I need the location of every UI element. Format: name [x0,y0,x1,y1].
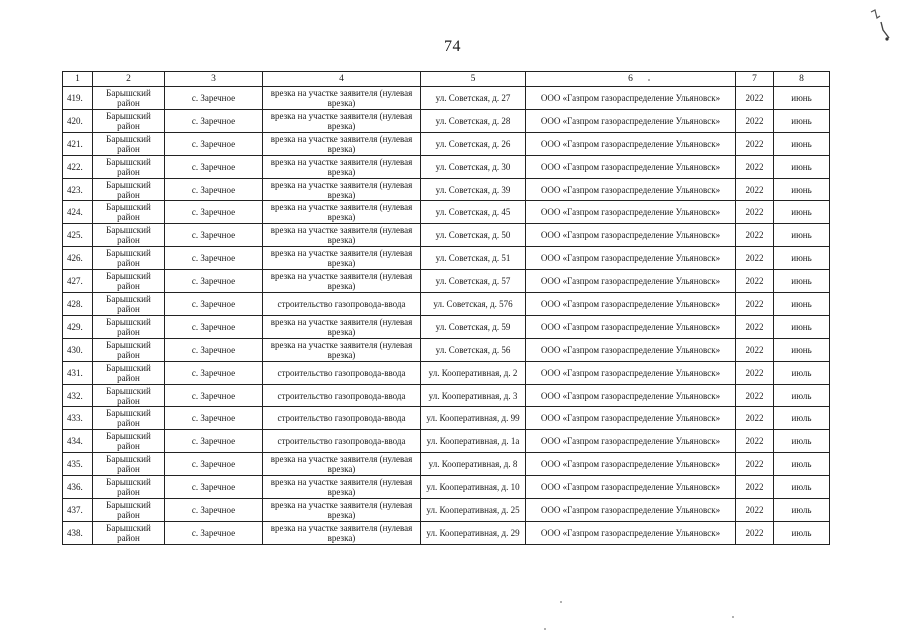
settlement-cell: с. Заречное [165,453,263,476]
address-cell: ул. Кооперативная, д. 25 [421,499,526,522]
settlement-cell: с. Заречное [165,247,263,270]
column-header: 5 [421,72,526,87]
address-cell: ул. Кооперативная, д. 2 [421,361,526,384]
district-cell: Барышский район [93,453,165,476]
table-row [63,315,830,338]
scan-speck [560,601,562,603]
organization-cell: ООО «Газпром газораспределение Ульяновск» [526,155,736,178]
district-cell: Барышский район [93,247,165,270]
row-number-cell: 421. [63,132,93,155]
table-row [63,338,830,361]
table-row [63,201,830,224]
table-row [63,178,830,201]
district-cell: Барышский район [93,270,165,293]
work-type-cell: врезка на участке заявителя (нулевая врезка) [263,521,421,544]
district-cell: Барышский район [93,338,165,361]
month-cell: июнь [774,315,830,338]
column-header: 7 [736,72,774,87]
row-number-cell: 423. [63,178,93,201]
address-cell: ул. Советская, д. 45 [421,201,526,224]
month-cell: июнь [774,224,830,247]
year-cell: 2022 [736,224,774,247]
district-cell: Барышский район [93,476,165,499]
work-type-cell: строительство газопровода-ввода [263,407,421,430]
settlement-cell: с. Заречное [165,155,263,178]
year-cell: 2022 [736,315,774,338]
work-type-cell: строительство газопровода-ввода [263,384,421,407]
settlement-cell: с. Заречное [165,224,263,247]
organization-cell: ООО «Газпром газораспределение Ульяновск» [526,293,736,316]
work-type-cell: врезка на участке заявителя (нулевая врезка) [263,201,421,224]
organization-cell: ООО «Газпром газораспределение Ульяновск» [526,384,736,407]
district-cell: Барышский район [93,293,165,316]
work-type-cell: врезка на участке заявителя (нулевая врезка) [263,132,421,155]
table-row [63,384,830,407]
settlement-cell: с. Заречное [165,132,263,155]
document-table [62,71,830,545]
organization-cell: ООО «Газпром газораспределение Ульяновск» [526,270,736,293]
year-cell: 2022 [736,361,774,384]
settlement-cell: с. Заречное [165,315,263,338]
month-cell: июнь [774,109,830,132]
table-row [63,407,830,430]
row-number-cell: 425. [63,224,93,247]
year-cell: 2022 [736,407,774,430]
district-cell: Барышский район [93,499,165,522]
row-number-cell: 420. [63,109,93,132]
row-number-cell: 429. [63,315,93,338]
table-row [63,247,830,270]
address-cell: ул. Советская, д. 57 [421,270,526,293]
table-row [63,293,830,316]
year-cell: 2022 [736,132,774,155]
scan-speck [544,628,546,630]
month-cell: июнь [774,132,830,155]
address-cell: ул. Советская, д. 39 [421,178,526,201]
organization-cell: ООО «Газпром газораспределение Ульяновск» [526,453,736,476]
settlement-cell: с. Заречное [165,293,263,316]
year-cell: 2022 [736,338,774,361]
address-cell: ул. Советская, д. 27 [421,87,526,110]
month-cell: июнь [774,178,830,201]
organization-cell: ООО «Газпром газораспределение Ульяновск» [526,499,736,522]
table-row [63,87,830,110]
work-type-cell: врезка на участке заявителя (нулевая врезка) [263,109,421,132]
year-cell: 2022 [736,430,774,453]
scan-speck [648,79,650,81]
month-cell: июль [774,499,830,522]
settlement-cell: с. Заречное [165,361,263,384]
district-cell: Барышский район [93,201,165,224]
month-cell: июнь [774,293,830,316]
settlement-cell: с. Заречное [165,270,263,293]
district-cell: Барышский район [93,315,165,338]
month-cell: июль [774,453,830,476]
organization-cell: ООО «Газпром газораспределение Ульяновск» [526,224,736,247]
organization-cell: ООО «Газпром газораспределение Ульяновск» [526,338,736,361]
address-cell: ул. Советская, д. 28 [421,109,526,132]
organization-cell: ООО «Газпром газораспределение Ульяновск» [526,521,736,544]
table-row [63,430,830,453]
settlement-cell: с. Заречное [165,521,263,544]
settlement-cell: с. Заречное [165,201,263,224]
year-cell: 2022 [736,155,774,178]
column-header: 8 [774,72,830,87]
row-number-cell: 419. [63,87,93,110]
address-cell: ул. Советская, д. 30 [421,155,526,178]
district-cell: Барышский район [93,430,165,453]
scan-artifact [867,6,891,44]
month-cell: июнь [774,201,830,224]
year-cell: 2022 [736,87,774,110]
table-row [63,521,830,544]
work-type-cell: врезка на участке заявителя (нулевая врезка) [263,315,421,338]
year-cell: 2022 [736,499,774,522]
year-cell: 2022 [736,109,774,132]
address-cell: ул. Кооперативная, д. 99 [421,407,526,430]
work-type-cell: врезка на участке заявителя (нулевая врезка) [263,247,421,270]
district-cell: Барышский район [93,155,165,178]
district-cell: Барышский район [93,178,165,201]
year-cell: 2022 [736,270,774,293]
organization-cell: ООО «Газпром газораспределение Ульяновск» [526,178,736,201]
column-header: 6 [526,72,736,87]
work-type-cell: врезка на участке заявителя (нулевая врезка) [263,338,421,361]
address-cell: ул. Кооперативная, д. 8 [421,453,526,476]
work-type-cell: врезка на участке заявителя (нулевая врезка) [263,270,421,293]
month-cell: июль [774,521,830,544]
column-header: 1 [63,72,93,87]
district-cell: Барышский район [93,109,165,132]
settlement-cell: с. Заречное [165,476,263,499]
row-number-cell: 435. [63,453,93,476]
organization-cell: ООО «Газпром газораспределение Ульяновск» [526,476,736,499]
column-header: 3 [165,72,263,87]
row-number-cell: 438. [63,521,93,544]
year-cell: 2022 [736,247,774,270]
year-cell: 2022 [736,201,774,224]
district-cell: Барышский район [93,132,165,155]
settlement-cell: с. Заречное [165,384,263,407]
table-row [63,224,830,247]
table-header-row [63,72,830,87]
row-number-cell: 434. [63,430,93,453]
district-cell: Барышский район [93,384,165,407]
table-row [63,361,830,384]
district-cell: Барышский район [93,407,165,430]
district-cell: Барышский район [93,87,165,110]
work-type-cell: строительство газопровода-ввода [263,293,421,316]
row-number-cell: 431. [63,361,93,384]
address-cell: ул. Кооперативная, д. 3 [421,384,526,407]
work-type-cell: врезка на участке заявителя (нулевая врезка) [263,155,421,178]
address-cell: ул. Советская, д. 56 [421,338,526,361]
month-cell: июнь [774,247,830,270]
year-cell: 2022 [736,293,774,316]
row-number-cell: 427. [63,270,93,293]
organization-cell: ООО «Газпром газораспределение Ульяновск» [526,109,736,132]
year-cell: 2022 [736,453,774,476]
year-cell: 2022 [736,476,774,499]
scan-speck [732,616,734,618]
organization-cell: ООО «Газпром газораспределение Ульяновск» [526,201,736,224]
settlement-cell: с. Заречное [165,87,263,110]
district-cell: Барышский район [93,361,165,384]
settlement-cell: с. Заречное [165,430,263,453]
month-cell: июль [774,407,830,430]
work-type-cell: врезка на участке заявителя (нулевая врезка) [263,499,421,522]
address-cell: ул. Советская, д. 50 [421,224,526,247]
district-cell: Барышский район [93,224,165,247]
row-number-cell: 426. [63,247,93,270]
month-cell: июнь [774,270,830,293]
row-number-cell: 430. [63,338,93,361]
page-number: 74 [444,38,461,55]
settlement-cell: с. Заречное [165,338,263,361]
month-cell: июль [774,384,830,407]
address-cell: ул. Советская, д. 59 [421,315,526,338]
work-type-cell: строительство газопровода-ввода [263,361,421,384]
work-type-cell: врезка на участке заявителя (нулевая врезка) [263,453,421,476]
work-type-cell: врезка на участке заявителя (нулевая врезка) [263,87,421,110]
organization-cell: ООО «Газпром газораспределение Ульяновск» [526,407,736,430]
table-row [63,270,830,293]
settlement-cell: с. Заречное [165,499,263,522]
table-row [63,132,830,155]
row-number-cell: 437. [63,499,93,522]
column-header: 4 [263,72,421,87]
settlement-cell: с. Заречное [165,178,263,201]
work-type-cell: врезка на участке заявителя (нулевая врезка) [263,476,421,499]
year-cell: 2022 [736,521,774,544]
organization-cell: ООО «Газпром газораспределение Ульяновск» [526,87,736,110]
organization-cell: ООО «Газпром газораспределение Ульяновск» [526,315,736,338]
row-number-cell: 433. [63,407,93,430]
table-row [63,499,830,522]
address-cell: ул. Советская, д. 26 [421,132,526,155]
month-cell: июль [774,476,830,499]
organization-cell: ООО «Газпром газораспределение Ульяновск» [526,132,736,155]
address-cell: ул. Кооперативная, д. 29 [421,521,526,544]
row-number-cell: 432. [63,384,93,407]
year-cell: 2022 [736,178,774,201]
month-cell: июнь [774,338,830,361]
work-type-cell: врезка на участке заявителя (нулевая врезка) [263,224,421,247]
table-row [63,476,830,499]
organization-cell: ООО «Газпром газораспределение Ульяновск» [526,361,736,384]
district-cell: Барышский район [93,521,165,544]
table-row [63,109,830,132]
column-header: 2 [93,72,165,87]
work-type-cell: строительство газопровода-ввода [263,430,421,453]
row-number-cell: 424. [63,201,93,224]
month-cell: июнь [774,87,830,110]
table-row [63,155,830,178]
row-number-cell: 422. [63,155,93,178]
organization-cell: ООО «Газпром газораспределение Ульяновск» [526,247,736,270]
address-cell: ул. Кооперативная, д. 10 [421,476,526,499]
address-cell: ул. Советская, д. 576 [421,293,526,316]
month-cell: июнь [774,155,830,178]
settlement-cell: с. Заречное [165,407,263,430]
table-row [63,453,830,476]
work-type-cell: врезка на участке заявителя (нулевая врезка) [263,178,421,201]
address-cell: ул. Советская, д. 51 [421,247,526,270]
month-cell: июль [774,430,830,453]
year-cell: 2022 [736,384,774,407]
organization-cell: ООО «Газпром газораспределение Ульяновск» [526,430,736,453]
settlement-cell: с. Заречное [165,109,263,132]
row-number-cell: 428. [63,293,93,316]
address-cell: ул. Кооперативная, д. 1а [421,430,526,453]
month-cell: июль [774,361,830,384]
row-number-cell: 436. [63,476,93,499]
